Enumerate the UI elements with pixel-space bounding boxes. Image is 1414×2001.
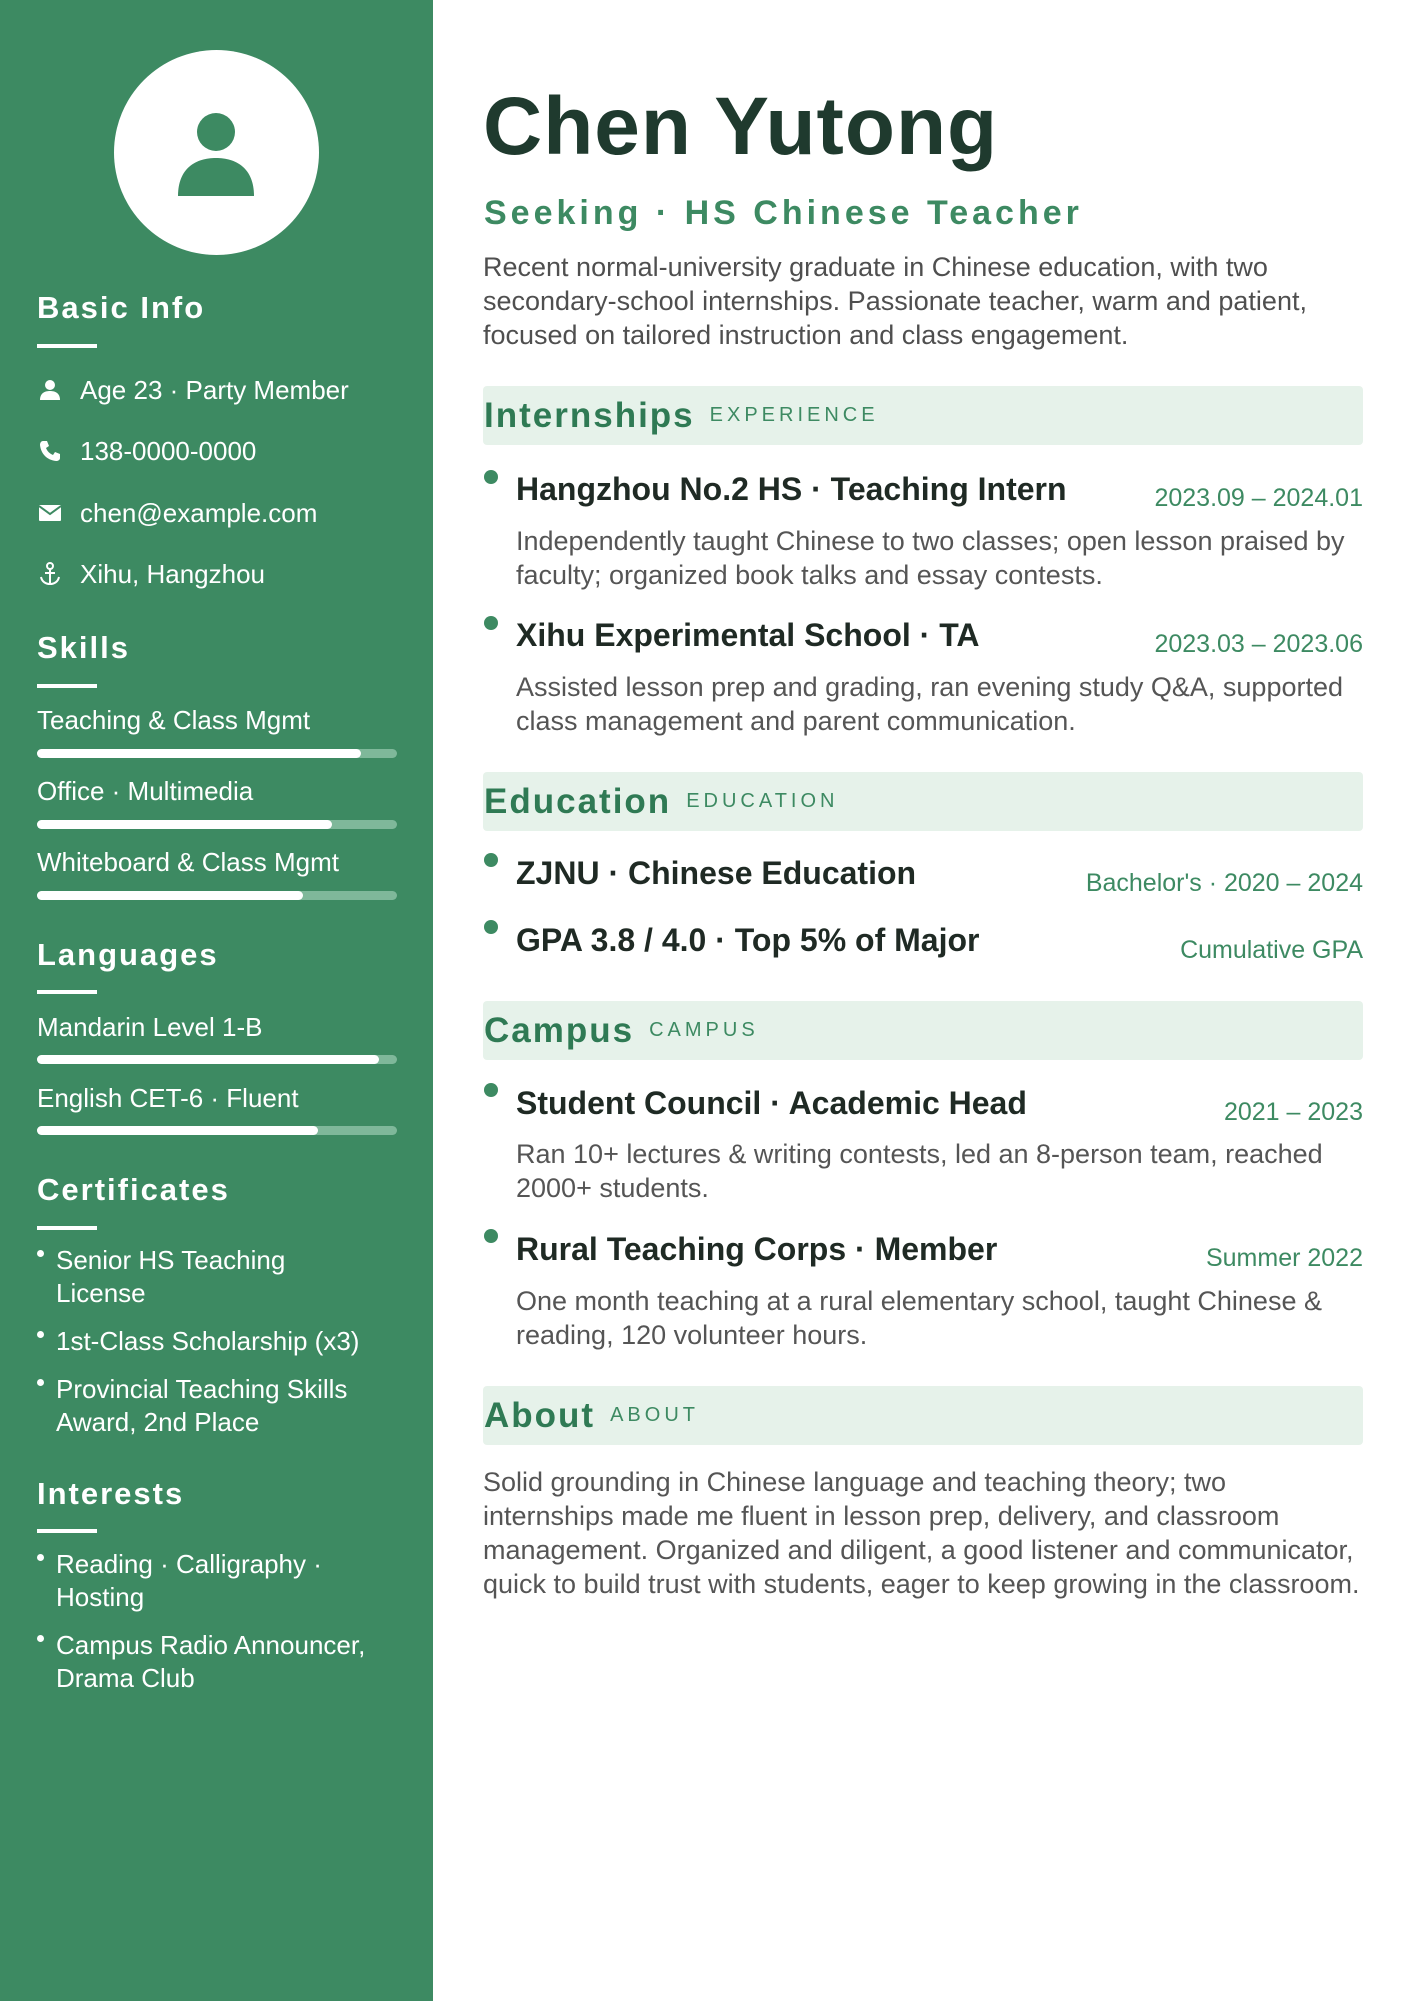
bullet-dot: [37, 1331, 44, 1338]
internship-date: 2023.09 – 2024.01: [1154, 484, 1363, 512]
interest-text: Campus Radio Announcer, Drama Club: [56, 1630, 366, 1693]
basic-info-rule: [37, 344, 97, 348]
entry-bullet: [484, 1229, 498, 1243]
internship-title: Hangzhou No.2 HS · Teaching Intern: [516, 471, 1067, 507]
basic-info-heading: Basic Info: [37, 290, 206, 325]
entry-bullet: [484, 920, 498, 934]
education-title: Education: [484, 781, 672, 821]
education-section-header: [483, 772, 1363, 831]
info-phone: [37, 433, 256, 469]
info-age-text: Age 23 · Party Member: [80, 374, 349, 405]
candidate-name: Chen Yutong: [483, 81, 999, 172]
entry-bullet: [484, 853, 498, 867]
sidebar: [0, 0, 433, 2001]
person-icon: [37, 377, 63, 403]
avatar-person-icon: [176, 108, 256, 198]
education-tag: EDUCATION: [686, 790, 839, 812]
campus-section-header: [483, 1001, 1363, 1060]
info-location: [37, 556, 265, 592]
certificate-text: 1st-Class Scholarship (x3): [56, 1326, 360, 1356]
job-headline: Seeking · HS Chinese Teacher: [484, 194, 1083, 232]
language-label: Mandarin Level 1-B: [37, 1012, 263, 1042]
about-title: About: [484, 1395, 596, 1435]
about-section-header: [483, 1386, 1363, 1445]
campus-date: 2021 – 2023: [1223, 1098, 1363, 1126]
interest-text: Reading · Calligraphy · Hosting: [56, 1549, 322, 1612]
info-location-text: Xihu, Hangzhou: [80, 558, 266, 589]
bullet-dot: [37, 1554, 44, 1561]
skills-rule: [37, 684, 97, 688]
certificate-item: [37, 1244, 377, 1310]
anchor-icon: [37, 561, 63, 587]
campus-title: Campus: [484, 1010, 635, 1050]
certificate-text: Provincial Teaching Skills Award, 2nd Place: [56, 1374, 348, 1437]
campus-desc: One month teaching at a rural elementary school, taught Chinese & reading, 120 volunteer hours.: [516, 1286, 1322, 1350]
bullet-dot: [37, 1379, 44, 1386]
education-gpa-note: Cumulative GPA: [1180, 936, 1363, 964]
education-gpa: GPA 3.8 / 4.0 · Top 5% of Major: [516, 922, 980, 958]
skills-heading: Skills: [37, 630, 130, 665]
internships-section-header: [483, 386, 1363, 445]
language-bar-fill: [37, 1055, 379, 1064]
internships-title: Internships: [484, 395, 695, 435]
info-age: [37, 372, 349, 408]
languages-rule: [37, 990, 97, 994]
info-email: [37, 495, 317, 531]
skill-bar-fill: [37, 820, 332, 829]
education-title-line: ZJNU · Chinese Education: [516, 855, 917, 891]
entry-bullet: [484, 470, 498, 484]
interests-rule: [37, 1529, 97, 1533]
languages-heading: Languages: [37, 937, 219, 972]
skill-bar: [37, 749, 397, 758]
bullet-dot: [37, 1250, 44, 1257]
language-bar: [37, 1126, 397, 1135]
avatar: [114, 50, 319, 255]
internship-title: Xihu Experimental School · TA: [516, 617, 980, 653]
skill-label: Whiteboard & Class Mgmt: [37, 847, 339, 877]
internship-date: 2023.03 – 2023.06: [1154, 630, 1363, 658]
bullet-dot: [37, 1635, 44, 1642]
skill-bar: [37, 820, 397, 829]
skill-label: Teaching & Class Mgmt: [37, 705, 311, 735]
phone-icon: [37, 438, 63, 464]
campus-desc: Ran 10+ lectures & writing contests, led an 8-person team, reached 2000+ students.: [516, 1139, 1323, 1203]
summary-text: Recent normal-university graduate in Chinese education, with two secondary-school internships. Passionate teacher, warm and patient, focused on tailored instruction and class engagement.: [483, 252, 1307, 350]
interest-item: [37, 1548, 377, 1614]
entry-bullet: [484, 1083, 498, 1097]
internship-desc: Independently taught Chinese to two classes; open lesson praised by faculty; organized book talks and essay contests.: [516, 526, 1345, 590]
internship-desc: Assisted lesson prep and grading, ran evening study Q&A, supported class management and parent communication.: [516, 672, 1344, 736]
certificates-rule: [37, 1226, 97, 1230]
info-phone-text: 138-0000-0000: [80, 435, 257, 466]
language-bar: [37, 1055, 397, 1064]
about-text: Solid grounding in Chinese language and teaching theory; two internships made me fluent in lesson prep, delivery, and classroom management. Organized and diligent, a good listener and communicator, quick to build trust with students, eager to keep growing in the classroom.: [483, 1467, 1360, 1599]
certificate-item: [37, 1325, 377, 1358]
entry-bullet: [484, 616, 498, 630]
certificate-item: [37, 1373, 377, 1439]
mail-icon: [37, 500, 63, 526]
certificate-text: Senior HS Teaching License: [56, 1245, 286, 1308]
skill-label: Office · Multimedia: [37, 776, 254, 806]
interest-item: [37, 1629, 377, 1695]
about-tag: ABOUT: [610, 1404, 699, 1426]
education-date: Bachelor's · 2020 – 2024: [1085, 869, 1363, 897]
language-label: English CET-6 · Fluent: [37, 1083, 299, 1113]
interests-heading: Interests: [37, 1476, 185, 1511]
internships-tag: EXPERIENCE: [709, 404, 879, 426]
skill-bar-fill: [37, 749, 361, 758]
campus-title-line: Student Council · Academic Head: [516, 1085, 1027, 1121]
skill-bar: [37, 891, 397, 900]
language-bar-fill: [37, 1126, 318, 1135]
campus-title-line: Rural Teaching Corps · Member: [516, 1231, 998, 1267]
campus-date: Summer 2022: [1205, 1244, 1363, 1272]
skill-bar-fill: [37, 891, 303, 900]
info-email-text: chen@example.com: [80, 497, 318, 528]
campus-tag: CAMPUS: [649, 1019, 759, 1041]
certificates-heading: Certificates: [37, 1172, 230, 1207]
